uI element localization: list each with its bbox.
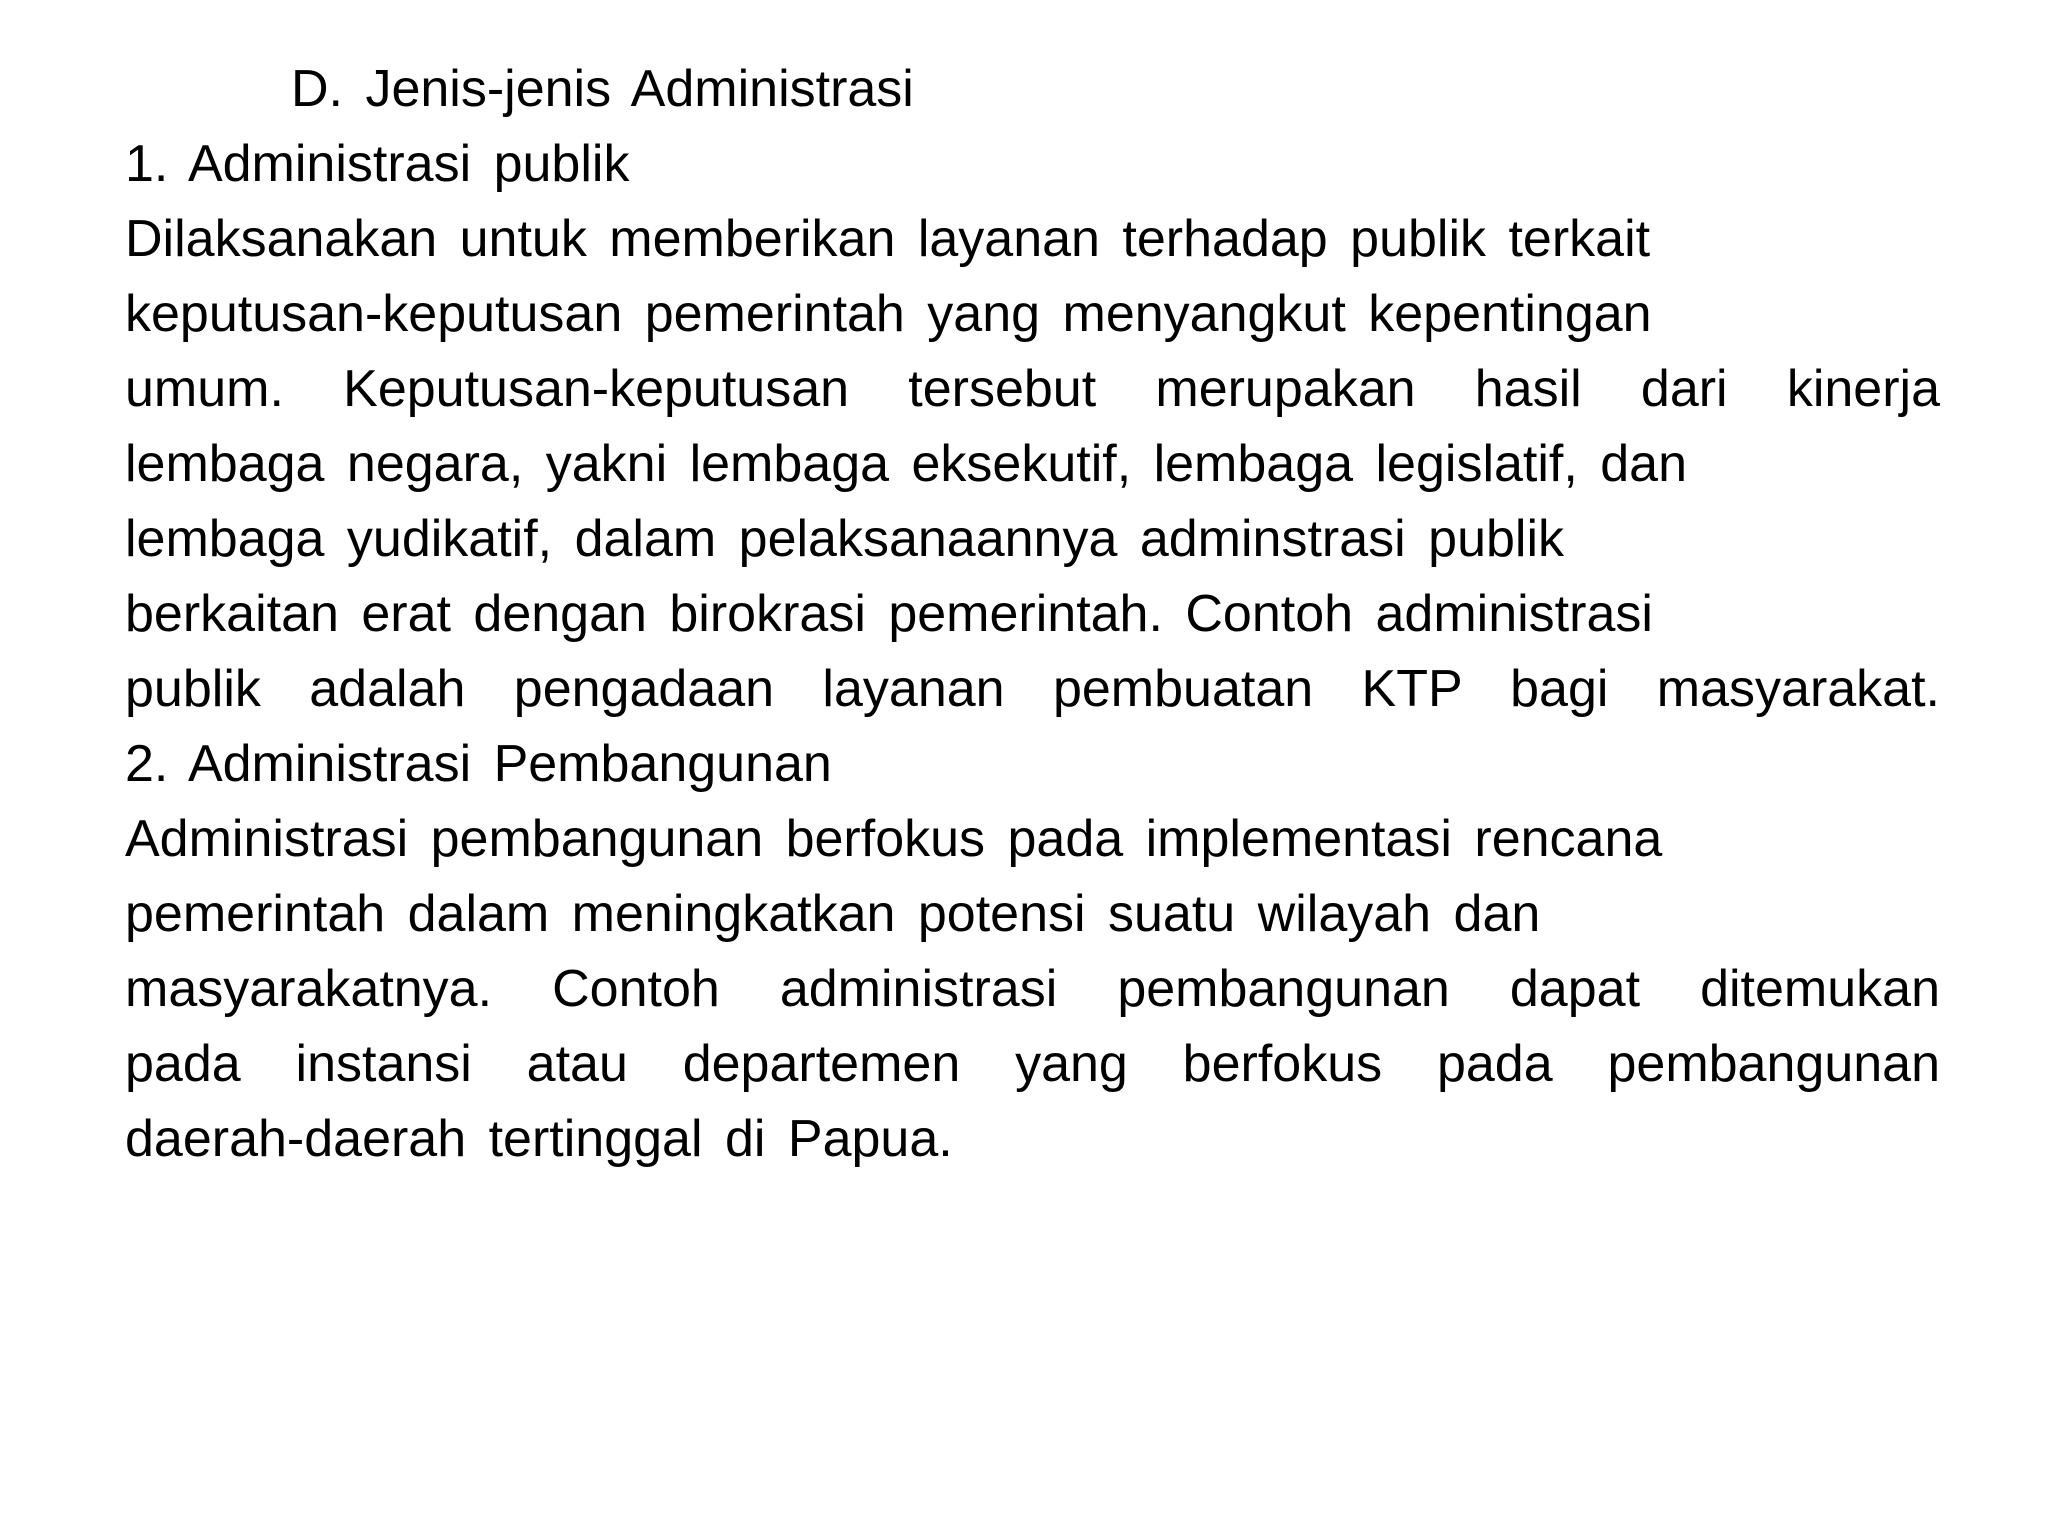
paragraph-line: berkaitan erat dengan birokrasi pemerintah. Contoh administrasi	[125, 585, 1653, 643]
paragraph-line: lembaga negara, yakni lembaga eksekutif, lembaga legislatif, dan	[125, 435, 1688, 493]
paragraph-line: lembaga yudikatif, dalam pelaksanaannya adminstrasi publik	[125, 510, 1565, 568]
paragraph-line: keputusan-keputusan pemerintah yang menyangkut kepentingan	[125, 285, 1652, 343]
section-heading: D. Jenis-jenis Administrasi	[291, 60, 914, 118]
paragraph-line: umum. Keputusan-keputusan tersebut merupakan hasil dari kinerja	[125, 360, 1940, 418]
paragraph-line: Dilaksanakan untuk memberikan layanan terhadap publik terkait	[125, 210, 1651, 268]
paragraph-line: Administrasi pembangunan berfokus pada implementasi rencana	[125, 810, 1663, 868]
paragraph-line: daerah-daerah tertinggal di Papua.	[125, 1110, 953, 1168]
paragraph-line: publik adalah pengadaan layanan pembuatan KTP bagi masyarakat.	[125, 660, 1940, 718]
subsection-title-public-administration: 1. Administrasi publik	[125, 135, 630, 193]
paragraph-line: masyarakatnya. Contoh administrasi pembangunan dapat ditemukan	[125, 960, 1940, 1018]
paragraph-line: pada instansi atau departemen yang berfokus pada pembangunan	[125, 1035, 1940, 1093]
slide-text-body	[125, 52, 1940, 1177]
subsection-title-development-administration: 2. Administrasi Pembangunan	[125, 735, 832, 793]
paragraph-line: pemerintah dalam meningkatkan potensi suatu wilayah dan	[125, 885, 1541, 943]
